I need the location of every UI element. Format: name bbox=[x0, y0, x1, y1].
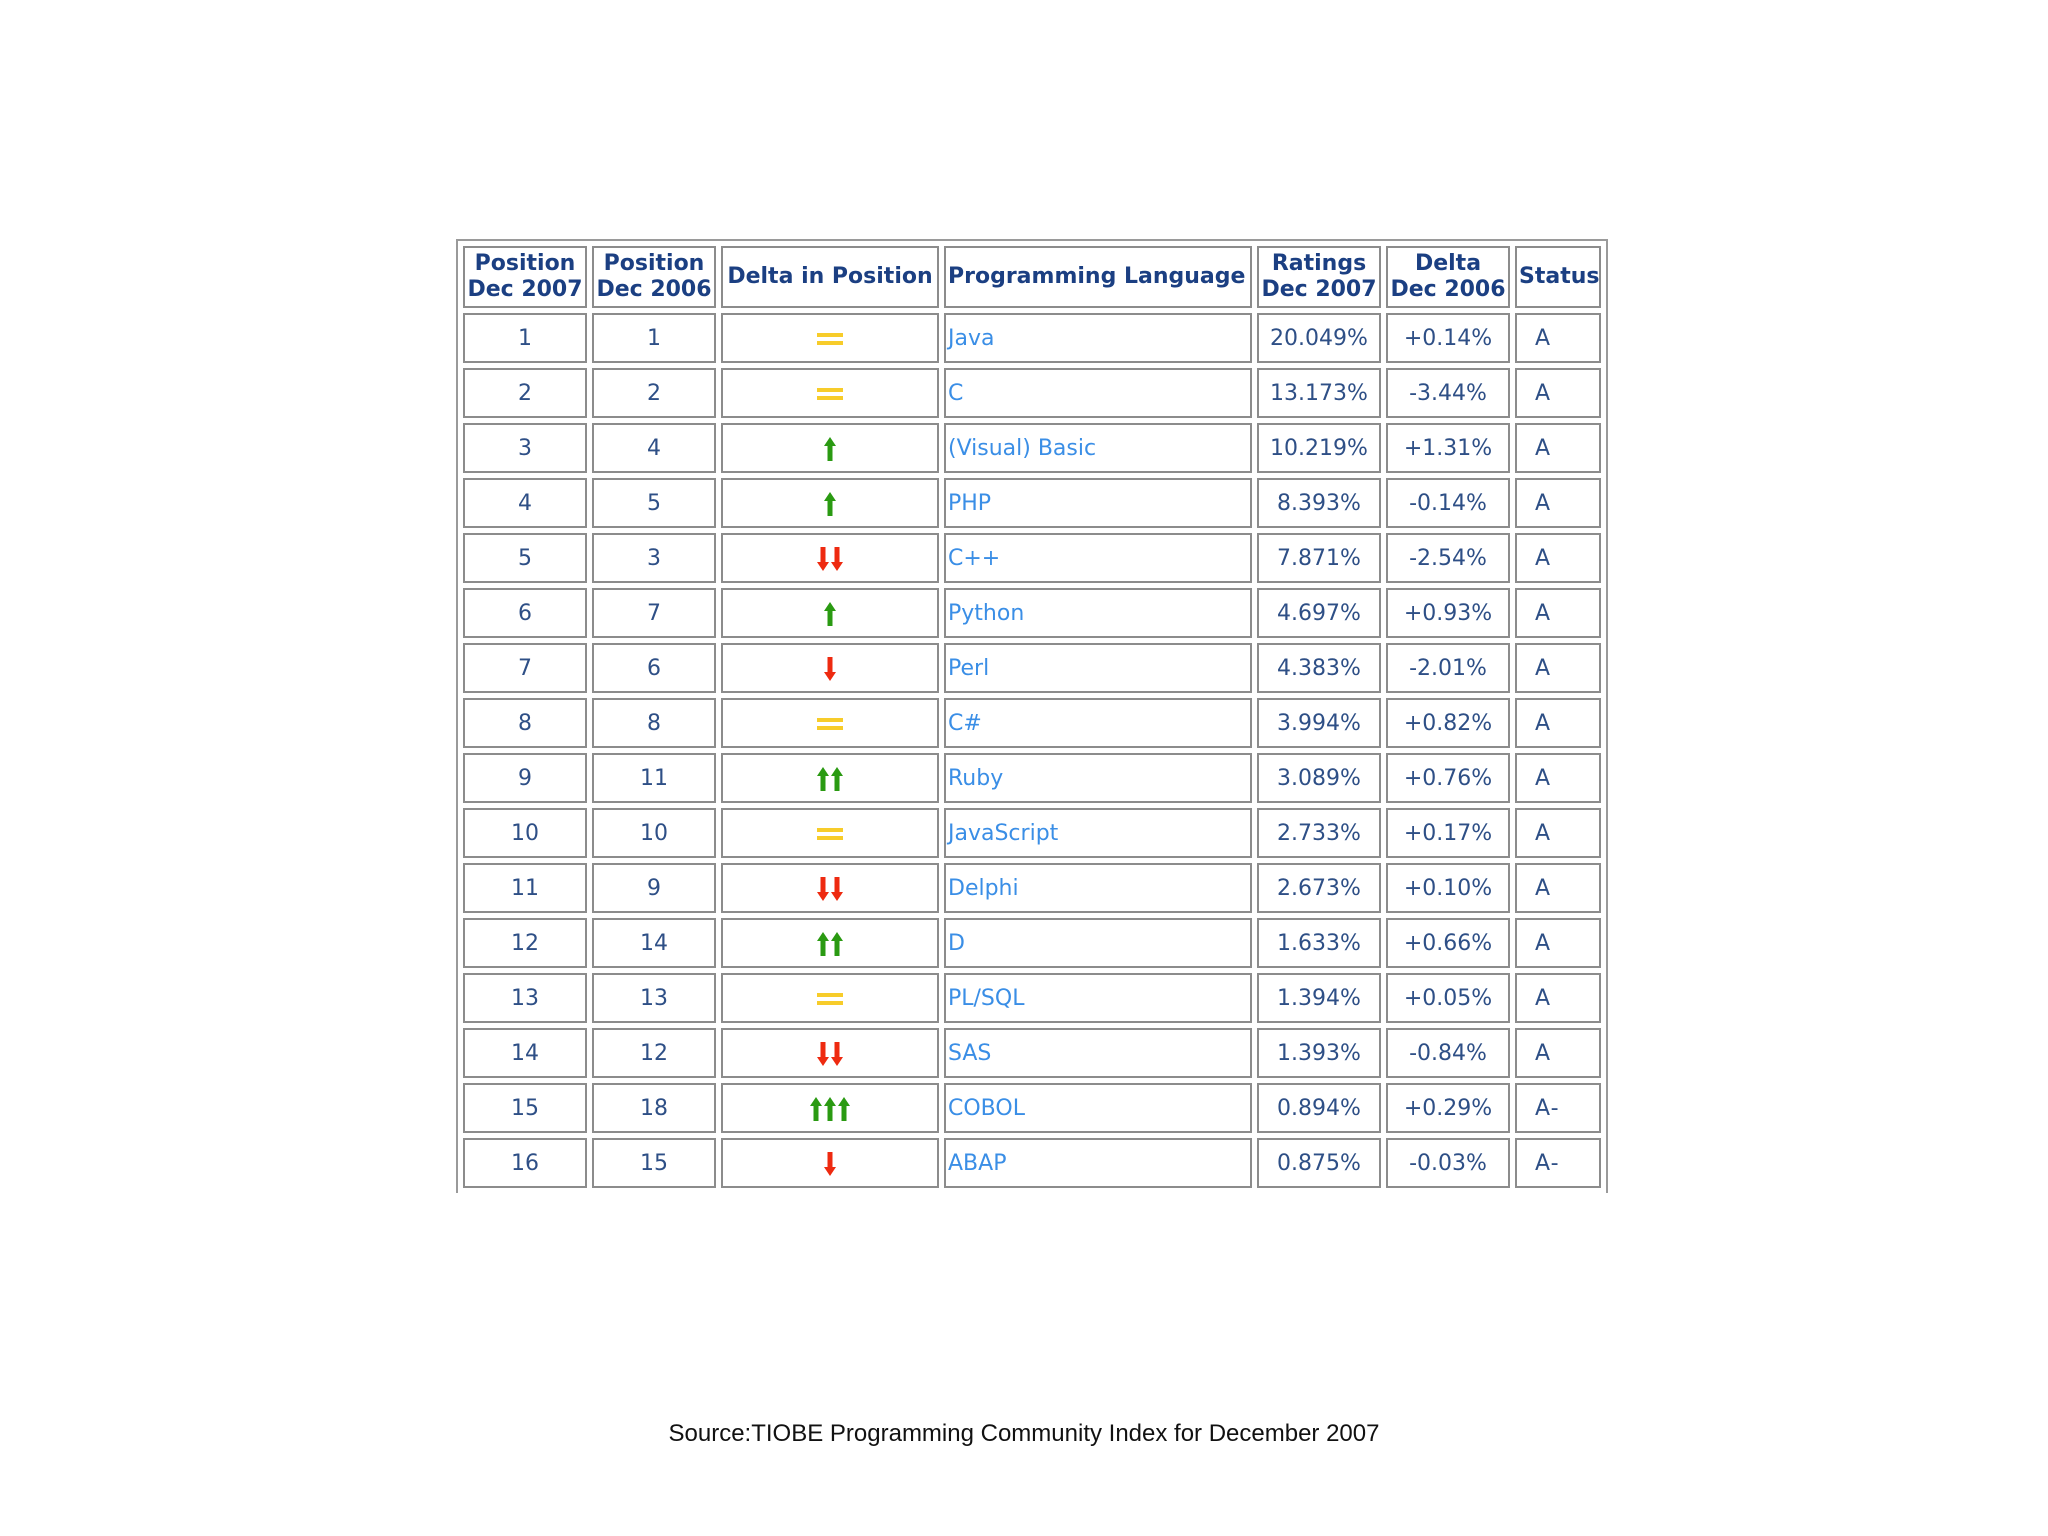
status-value: A bbox=[1535, 820, 1552, 846]
position-2007-cell: 3 bbox=[463, 423, 587, 473]
delta-position-cell bbox=[721, 973, 939, 1023]
rating-cell: 3.994% bbox=[1257, 698, 1381, 748]
position-2006-cell: 5 bbox=[592, 478, 716, 528]
position-2007-cell: 10 bbox=[463, 808, 587, 858]
table-row bbox=[463, 863, 1601, 913]
delta-position-cell bbox=[721, 1138, 939, 1188]
position-2007-cell: 8 bbox=[463, 698, 587, 748]
language-link[interactable]: COBOL bbox=[944, 1083, 1252, 1133]
status-value: A bbox=[1535, 930, 1552, 956]
status-value: A- bbox=[1535, 1095, 1560, 1121]
delta-rating-cell: +0.66% bbox=[1386, 918, 1510, 968]
status-value: A bbox=[1535, 710, 1552, 736]
position-2007-cell: 11 bbox=[463, 863, 587, 913]
position-2006-cell: 7 bbox=[592, 588, 716, 638]
position-2006-cell: 6 bbox=[592, 643, 716, 693]
position-2006-cell: 15 bbox=[592, 1138, 716, 1188]
table-row bbox=[463, 753, 1601, 803]
status-value: A bbox=[1535, 325, 1552, 351]
status-value: A bbox=[1535, 875, 1552, 901]
delta-rating-cell: +0.14% bbox=[1386, 313, 1510, 363]
position-2007-cell: 12 bbox=[463, 918, 587, 968]
delta-position-cell bbox=[721, 423, 939, 473]
rating-cell: 1.393% bbox=[1257, 1028, 1381, 1078]
table-row bbox=[463, 1028, 1601, 1078]
status-value: A bbox=[1535, 435, 1552, 461]
rating-cell: 8.393% bbox=[1257, 478, 1381, 528]
language-link[interactable]: C++ bbox=[944, 533, 1252, 583]
delta-rating-cell: -3.44% bbox=[1386, 368, 1510, 418]
position-2006-cell: 8 bbox=[592, 698, 716, 748]
delta-position-cell bbox=[721, 588, 939, 638]
table-row bbox=[463, 368, 1601, 418]
equal-sign-icon bbox=[817, 991, 843, 1007]
position-2006-cell: 14 bbox=[592, 918, 716, 968]
equal-sign-icon bbox=[817, 826, 843, 842]
double-arrow-down-icon bbox=[817, 877, 843, 901]
rating-cell: 1.394% bbox=[1257, 973, 1381, 1023]
delta-rating-cell: -2.01% bbox=[1386, 643, 1510, 693]
rating-cell: 10.219% bbox=[1257, 423, 1381, 473]
language-link[interactable]: D bbox=[944, 918, 1252, 968]
col-header-ratings: Ratings Dec 2007 bbox=[1257, 246, 1381, 308]
table-row bbox=[463, 313, 1601, 363]
source-caption: Source:TIOBE Programming Community Index for December 2007 bbox=[668, 1420, 1380, 1447]
position-2007-cell: 1 bbox=[463, 313, 587, 363]
col-header-position-2007: Position Dec 2007 bbox=[463, 246, 587, 308]
delta-position-cell bbox=[721, 1028, 939, 1078]
delta-position-cell bbox=[721, 1083, 939, 1133]
table-row bbox=[463, 533, 1601, 583]
status-cell bbox=[1515, 313, 1601, 363]
status-cell bbox=[1515, 478, 1601, 528]
language-link[interactable]: Java bbox=[944, 313, 1252, 363]
triple-arrow-up-icon bbox=[810, 1097, 850, 1121]
rating-cell: 7.871% bbox=[1257, 533, 1381, 583]
col-header-delta: Delta Dec 2006 bbox=[1386, 246, 1510, 308]
delta-rating-cell: -0.03% bbox=[1386, 1138, 1510, 1188]
col-header-position-2006: Position Dec 2006 bbox=[592, 246, 716, 308]
col-header-delta-position: Delta in Position bbox=[721, 246, 939, 308]
rating-cell: 0.875% bbox=[1257, 1138, 1381, 1188]
language-link[interactable]: C# bbox=[944, 698, 1252, 748]
position-2006-cell: 4 bbox=[592, 423, 716, 473]
status-value: A bbox=[1535, 1040, 1552, 1066]
delta-position-cell bbox=[721, 808, 939, 858]
equal-sign-icon bbox=[817, 716, 843, 732]
position-2006-cell: 18 bbox=[592, 1083, 716, 1133]
rating-cell: 13.173% bbox=[1257, 368, 1381, 418]
arrow-up-icon bbox=[824, 437, 836, 461]
delta-rating-cell: +0.17% bbox=[1386, 808, 1510, 858]
position-2006-cell: 3 bbox=[592, 533, 716, 583]
position-2006-cell: 9 bbox=[592, 863, 716, 913]
position-2007-cell: 15 bbox=[463, 1083, 587, 1133]
rating-cell: 4.697% bbox=[1257, 588, 1381, 638]
delta-rating-cell: +0.82% bbox=[1386, 698, 1510, 748]
status-value: A bbox=[1535, 985, 1552, 1011]
double-arrow-up-icon bbox=[817, 767, 843, 791]
status-value: A bbox=[1535, 765, 1552, 791]
table-row bbox=[463, 808, 1601, 858]
header-row bbox=[463, 246, 1601, 308]
delta-rating-cell: +0.76% bbox=[1386, 753, 1510, 803]
status-cell bbox=[1515, 1083, 1601, 1133]
rating-cell: 2.733% bbox=[1257, 808, 1381, 858]
language-link[interactable]: PL/SQL bbox=[944, 973, 1252, 1023]
delta-position-cell bbox=[721, 643, 939, 693]
language-link[interactable]: Delphi bbox=[944, 863, 1252, 913]
table-row bbox=[463, 918, 1601, 968]
position-2007-cell: 14 bbox=[463, 1028, 587, 1078]
status-cell bbox=[1515, 698, 1601, 748]
position-2007-cell: 7 bbox=[463, 643, 587, 693]
delta-position-cell bbox=[721, 368, 939, 418]
status-cell bbox=[1515, 808, 1601, 858]
double-arrow-up-icon bbox=[817, 932, 843, 956]
status-cell bbox=[1515, 863, 1601, 913]
table-row bbox=[463, 588, 1601, 638]
status-cell bbox=[1515, 973, 1601, 1023]
rating-cell: 4.383% bbox=[1257, 643, 1381, 693]
table-row bbox=[463, 973, 1601, 1023]
col-header-status: Status bbox=[1515, 246, 1601, 308]
double-arrow-down-icon bbox=[817, 1042, 843, 1066]
status-cell bbox=[1515, 753, 1601, 803]
language-link[interactable]: Perl bbox=[944, 643, 1252, 693]
position-2006-cell: 2 bbox=[592, 368, 716, 418]
position-2006-cell: 11 bbox=[592, 753, 716, 803]
status-cell bbox=[1515, 918, 1601, 968]
delta-position-cell bbox=[721, 918, 939, 968]
status-cell bbox=[1515, 1138, 1601, 1188]
position-2007-cell: 13 bbox=[463, 973, 587, 1023]
tiobe-index-table bbox=[456, 239, 1608, 1193]
status-cell bbox=[1515, 588, 1601, 638]
delta-position-cell bbox=[721, 863, 939, 913]
rating-cell: 0.894% bbox=[1257, 1083, 1381, 1133]
position-2007-cell: 5 bbox=[463, 533, 587, 583]
language-link[interactable]: JavaScript bbox=[944, 808, 1252, 858]
position-2007-cell: 16 bbox=[463, 1138, 587, 1188]
status-value: A bbox=[1535, 600, 1552, 626]
position-2007-cell: 4 bbox=[463, 478, 587, 528]
table-row bbox=[463, 698, 1601, 748]
delta-rating-cell: -0.14% bbox=[1386, 478, 1510, 528]
rating-cell: 2.673% bbox=[1257, 863, 1381, 913]
position-2006-cell: 12 bbox=[592, 1028, 716, 1078]
delta-position-cell bbox=[721, 698, 939, 748]
arrow-down-icon bbox=[824, 1152, 836, 1176]
status-cell bbox=[1515, 1028, 1601, 1078]
delta-position-cell bbox=[721, 478, 939, 528]
delta-position-cell bbox=[721, 753, 939, 803]
table-row bbox=[463, 1138, 1601, 1188]
delta-rating-cell: -2.54% bbox=[1386, 533, 1510, 583]
table-row bbox=[463, 1083, 1601, 1133]
status-value: A bbox=[1535, 655, 1552, 681]
delta-rating-cell: +1.31% bbox=[1386, 423, 1510, 473]
arrow-up-icon bbox=[824, 492, 836, 516]
table-row bbox=[463, 423, 1601, 473]
arrow-up-icon bbox=[824, 602, 836, 626]
rating-cell: 1.633% bbox=[1257, 918, 1381, 968]
status-cell bbox=[1515, 643, 1601, 693]
delta-rating-cell: +0.10% bbox=[1386, 863, 1510, 913]
status-value: A bbox=[1535, 490, 1552, 516]
position-2006-cell: 10 bbox=[592, 808, 716, 858]
delta-position-cell bbox=[721, 533, 939, 583]
position-2006-cell: 1 bbox=[592, 313, 716, 363]
status-value: A bbox=[1535, 380, 1552, 406]
double-arrow-down-icon bbox=[817, 547, 843, 571]
position-2007-cell: 6 bbox=[463, 588, 587, 638]
language-link[interactable]: Python bbox=[944, 588, 1252, 638]
delta-rating-cell: +0.29% bbox=[1386, 1083, 1510, 1133]
table-row bbox=[463, 478, 1601, 528]
language-link[interactable]: ABAP bbox=[944, 1138, 1252, 1188]
status-cell bbox=[1515, 423, 1601, 473]
col-header-language: Programming Language bbox=[944, 246, 1252, 308]
equal-sign-icon bbox=[817, 331, 843, 347]
table-row bbox=[463, 643, 1601, 693]
position-2007-cell: 2 bbox=[463, 368, 587, 418]
position-2007-cell: 9 bbox=[463, 753, 587, 803]
equal-sign-icon bbox=[817, 386, 843, 402]
status-value: A- bbox=[1535, 1150, 1560, 1176]
status-value: A bbox=[1535, 545, 1552, 571]
arrow-down-icon bbox=[824, 657, 836, 681]
rating-cell: 20.049% bbox=[1257, 313, 1381, 363]
position-2006-cell: 13 bbox=[592, 973, 716, 1023]
language-link[interactable]: (Visual) Basic bbox=[944, 423, 1252, 473]
delta-rating-cell: -0.84% bbox=[1386, 1028, 1510, 1078]
delta-position-cell bbox=[721, 313, 939, 363]
status-cell bbox=[1515, 368, 1601, 418]
language-link[interactable]: PHP bbox=[944, 478, 1252, 528]
language-link[interactable]: SAS bbox=[944, 1028, 1252, 1078]
language-link[interactable]: Ruby bbox=[944, 753, 1252, 803]
delta-rating-cell: +0.05% bbox=[1386, 973, 1510, 1023]
delta-rating-cell: +0.93% bbox=[1386, 588, 1510, 638]
rating-cell: 3.089% bbox=[1257, 753, 1381, 803]
language-link[interactable]: C bbox=[944, 368, 1252, 418]
status-cell bbox=[1515, 533, 1601, 583]
